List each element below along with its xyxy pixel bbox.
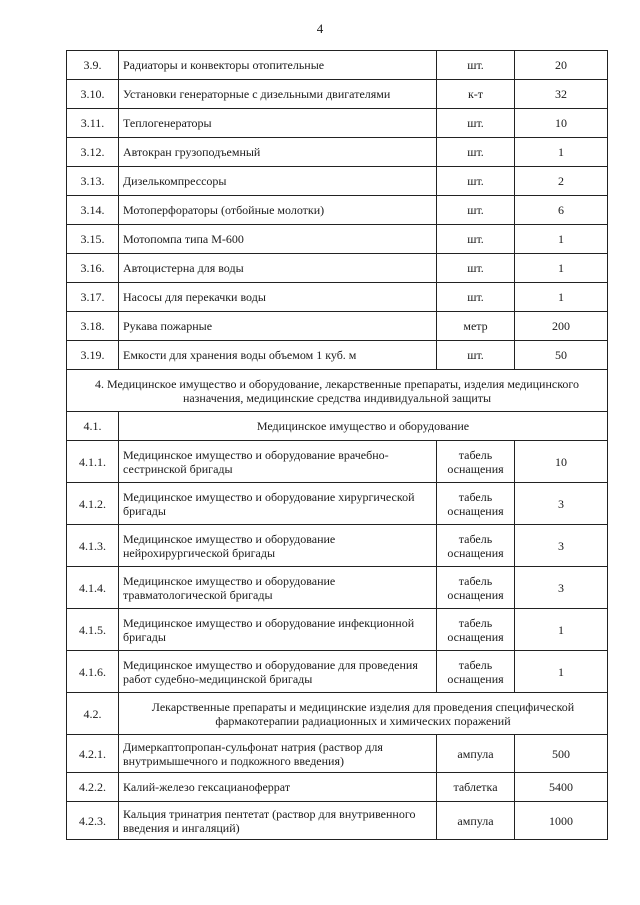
table-row — [67, 167, 608, 196]
quantity: 1 — [515, 138, 608, 167]
quantity: 200 — [515, 312, 608, 341]
table-row — [67, 441, 608, 483]
row-number: 4.2.2. — [67, 773, 119, 802]
item-name: Емкости для хранения воды объемом 1 куб. м — [119, 341, 437, 370]
quantity: 20 — [515, 51, 608, 80]
row-number: 4.1.5. — [67, 609, 119, 651]
unit-of-measure: ампула — [437, 802, 515, 840]
table-row — [67, 802, 608, 840]
table-row — [67, 773, 608, 802]
quantity: 2 — [515, 167, 608, 196]
row-number: 3.12. — [67, 138, 119, 167]
unit-of-measure: шт. — [437, 138, 515, 167]
item-name: Кальция тринатрия пентетат (раствор для внутривенного введения и ингаляций) — [119, 802, 437, 840]
item-name: Установки генераторные с дизельными двигателями — [119, 80, 437, 109]
row-number: 3.19. — [67, 341, 119, 370]
row-number: 3.9. — [67, 51, 119, 80]
row-number: 4.2.3. — [67, 802, 119, 840]
unit-of-measure: шт. — [437, 51, 515, 80]
item-name: Димеркаптопропан-сульфонат натрия (раствор для внутримышечного и подкожного введения) — [119, 735, 437, 773]
table-row — [67, 196, 608, 225]
table-row — [67, 651, 608, 693]
unit-of-measure: табель оснащения — [437, 567, 515, 609]
row-number: 4.1.6. — [67, 651, 119, 693]
quantity: 10 — [515, 441, 608, 483]
row-number: 4.1.4. — [67, 567, 119, 609]
item-name: Радиаторы и конвекторы отопительные — [119, 51, 437, 80]
row-number: 3.10. — [67, 80, 119, 109]
table-row — [67, 483, 608, 525]
quantity: 1 — [515, 609, 608, 651]
unit-of-measure: табель оснащения — [437, 609, 515, 651]
quantity: 10 — [515, 109, 608, 138]
unit-of-measure: табель оснащения — [437, 525, 515, 567]
quantity: 3 — [515, 483, 608, 525]
row-number: 4.1.1. — [67, 441, 119, 483]
table-row — [67, 312, 608, 341]
subsection-row — [67, 412, 608, 441]
row-number: 3.11. — [67, 109, 119, 138]
quantity: 1 — [515, 254, 608, 283]
item-name: Насосы для перекачки воды — [119, 283, 437, 312]
quantity: 50 — [515, 341, 608, 370]
table-body — [67, 51, 608, 840]
item-name: Автоцистерна для воды — [119, 254, 437, 283]
table-row — [67, 283, 608, 312]
row-number: 3.14. — [67, 196, 119, 225]
subsection-title: Медицинское имущество и оборудование — [119, 412, 608, 441]
equipment-table — [66, 50, 608, 840]
subsection-number: 4.1. — [67, 412, 119, 441]
quantity: 32 — [515, 80, 608, 109]
unit-of-measure: табель оснащения — [437, 441, 515, 483]
table-row — [67, 341, 608, 370]
quantity: 3 — [515, 567, 608, 609]
table-row — [67, 109, 608, 138]
unit-of-measure: шт. — [437, 196, 515, 225]
unit-of-measure: табель оснащения — [437, 651, 515, 693]
subsection-title: Лекарственные препараты и медицинские изделия для проведения специфической фармакотерапии радиационных и химических поражений — [119, 693, 608, 735]
row-number: 4.1.2. — [67, 483, 119, 525]
unit-of-measure: шт. — [437, 254, 515, 283]
table-row — [67, 735, 608, 773]
item-name: Теплогенераторы — [119, 109, 437, 138]
item-name: Рукава пожарные — [119, 312, 437, 341]
unit-of-measure: табель оснащения — [437, 483, 515, 525]
item-name: Мотопомпа типа М-600 — [119, 225, 437, 254]
row-number: 3.18. — [67, 312, 119, 341]
subsection-row — [67, 693, 608, 735]
quantity: 1000 — [515, 802, 608, 840]
table-row — [67, 254, 608, 283]
table-row — [67, 51, 608, 80]
quantity: 1 — [515, 651, 608, 693]
unit-of-measure: шт. — [437, 167, 515, 196]
row-number: 4.1.3. — [67, 525, 119, 567]
item-name: Медицинское имущество и оборудование травматологической бригады — [119, 567, 437, 609]
quantity: 6 — [515, 196, 608, 225]
unit-of-measure: шт. — [437, 341, 515, 370]
unit-of-measure: таблетка — [437, 773, 515, 802]
row-number: 3.15. — [67, 225, 119, 254]
quantity: 1 — [515, 225, 608, 254]
section-4-title: 4. Медицинское имущество и оборудование, лекарственные препараты, изделия медицинского назначения, медицинские средства индивидуальной защиты — [67, 370, 608, 412]
page-number: 4 — [316, 21, 324, 36]
unit-of-measure: метр — [437, 312, 515, 341]
item-name: Медицинское имущество и оборудование для проведения работ судебно-медицинской бригады — [119, 651, 437, 693]
table-row — [67, 567, 608, 609]
unit-of-measure: шт. — [437, 283, 515, 312]
item-name: Дизелькомпрессоры — [119, 167, 437, 196]
table-row — [67, 225, 608, 254]
row-number: 3.13. — [67, 167, 119, 196]
row-number: 3.16. — [67, 254, 119, 283]
unit-of-measure: шт. — [437, 225, 515, 254]
item-name: Медицинское имущество и оборудование нейрохирургической бригады — [119, 525, 437, 567]
quantity: 1 — [515, 283, 608, 312]
item-name: Калий-железо гексацианоферрат — [119, 773, 437, 802]
item-name: Медицинское имущество и оборудование врачебно-сестринской бригады — [119, 441, 437, 483]
item-name: Мотоперфораторы (отбойные молотки) — [119, 196, 437, 225]
quantity: 5400 — [515, 773, 608, 802]
subsection-number: 4.2. — [67, 693, 119, 735]
item-name: Медицинское имущество и оборудование инфекционной бригады — [119, 609, 437, 651]
quantity: 3 — [515, 525, 608, 567]
row-number: 3.17. — [67, 283, 119, 312]
item-name: Медицинское имущество и оборудование хирургической бригады — [119, 483, 437, 525]
unit-of-measure: шт. — [437, 109, 515, 138]
item-name: Автокран грузоподъемный — [119, 138, 437, 167]
unit-of-measure: к-т — [437, 80, 515, 109]
table-row — [67, 80, 608, 109]
section-header-row — [67, 370, 608, 412]
table-row — [67, 525, 608, 567]
row-number: 4.2.1. — [67, 735, 119, 773]
table-row — [67, 609, 608, 651]
quantity: 500 — [515, 735, 608, 773]
unit-of-measure: ампула — [437, 735, 515, 773]
table-row — [67, 138, 608, 167]
